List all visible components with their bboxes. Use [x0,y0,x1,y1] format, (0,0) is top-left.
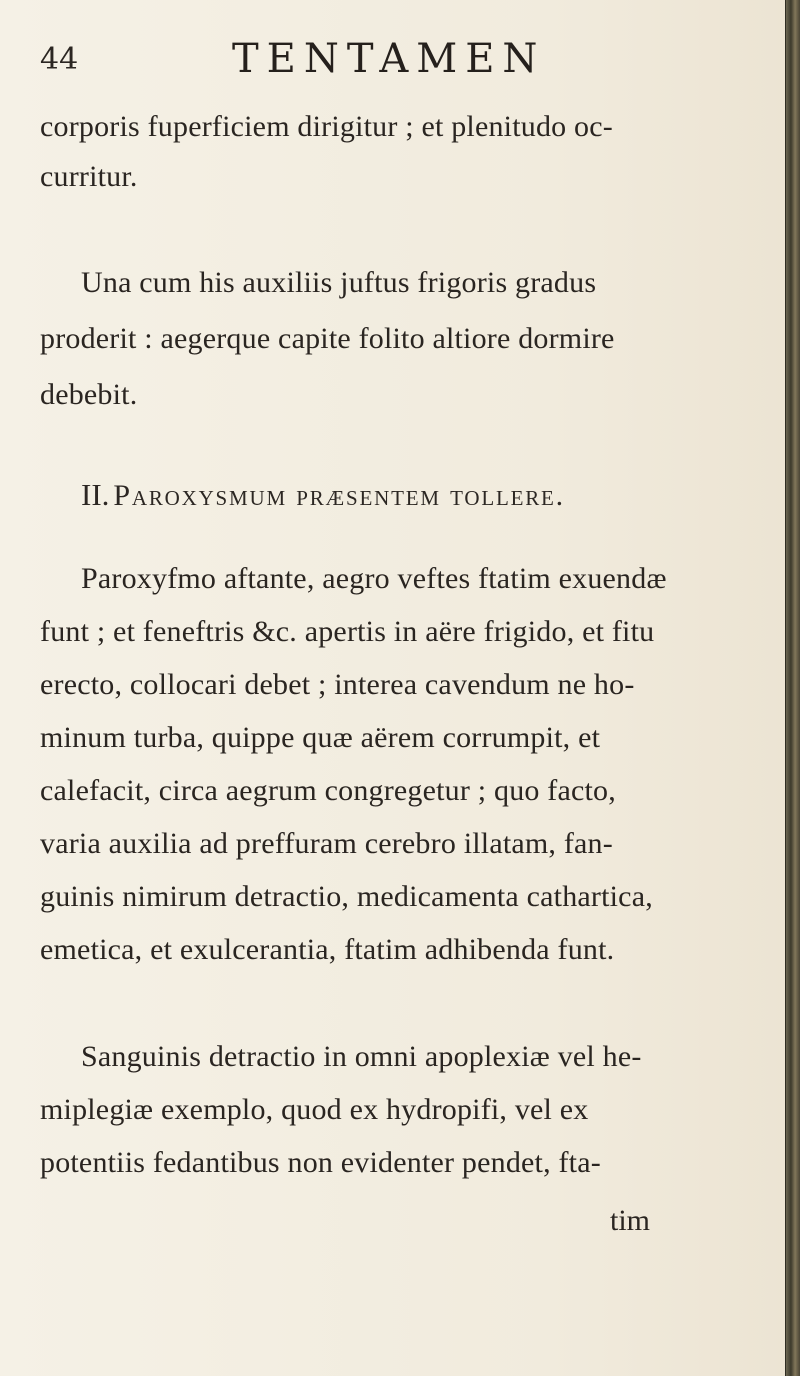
page-number: 44 [40,42,79,77]
text-line: minum turba, quippe quæ aërem corrumpit, et [40,721,601,754]
section-heading [81,477,565,513]
running-title: TENTAMEN [232,36,546,82]
text-line: erecto, collocari debet ; interea cavendum ne ho- [40,668,635,701]
text-line: funt ; et feneftris &c. apertis in aëre frigido, et fitu [40,615,655,648]
text-line: curritur. [40,160,138,193]
text-line: debebit. [40,378,138,411]
section-numeral: II. [81,477,110,512]
text-line: potentiis fedantibus non evidenter pendet, fta- [40,1146,601,1179]
section-title: Paroxysmum præsentem tollere. [113,479,565,512]
text-line: varia auxilia ad preffuram cerebro illatam, fan- [40,827,613,860]
text-line: Paroxyfmo aftante, aegro veftes ftatim exuendæ [81,562,667,595]
page-spine-edge [785,0,800,1376]
text-line: Sanguinis detractio in omni apoplexiæ vel he- [81,1040,642,1073]
catchword: tim [610,1204,651,1237]
text-line: corporis fuperficiem dirigitur ; et plenitudo oc- [40,110,613,143]
text-line: guinis nimirum detractio, medicamenta cathartica, [40,880,653,913]
text-line: Una cum his auxiliis juftus frigoris gradus [81,266,597,299]
text-line: calefacit, circa aegrum congregetur ; quo facto, [40,774,616,807]
running-head [40,36,740,88]
text-line: miplegiæ exemplo, quod ex hydropifi, vel ex [40,1093,589,1126]
text-line: emetica, et exulcerantia, ftatim adhibenda funt. [40,933,615,966]
text-line: proderit : aegerque capite folito altiore dormire [40,322,615,355]
